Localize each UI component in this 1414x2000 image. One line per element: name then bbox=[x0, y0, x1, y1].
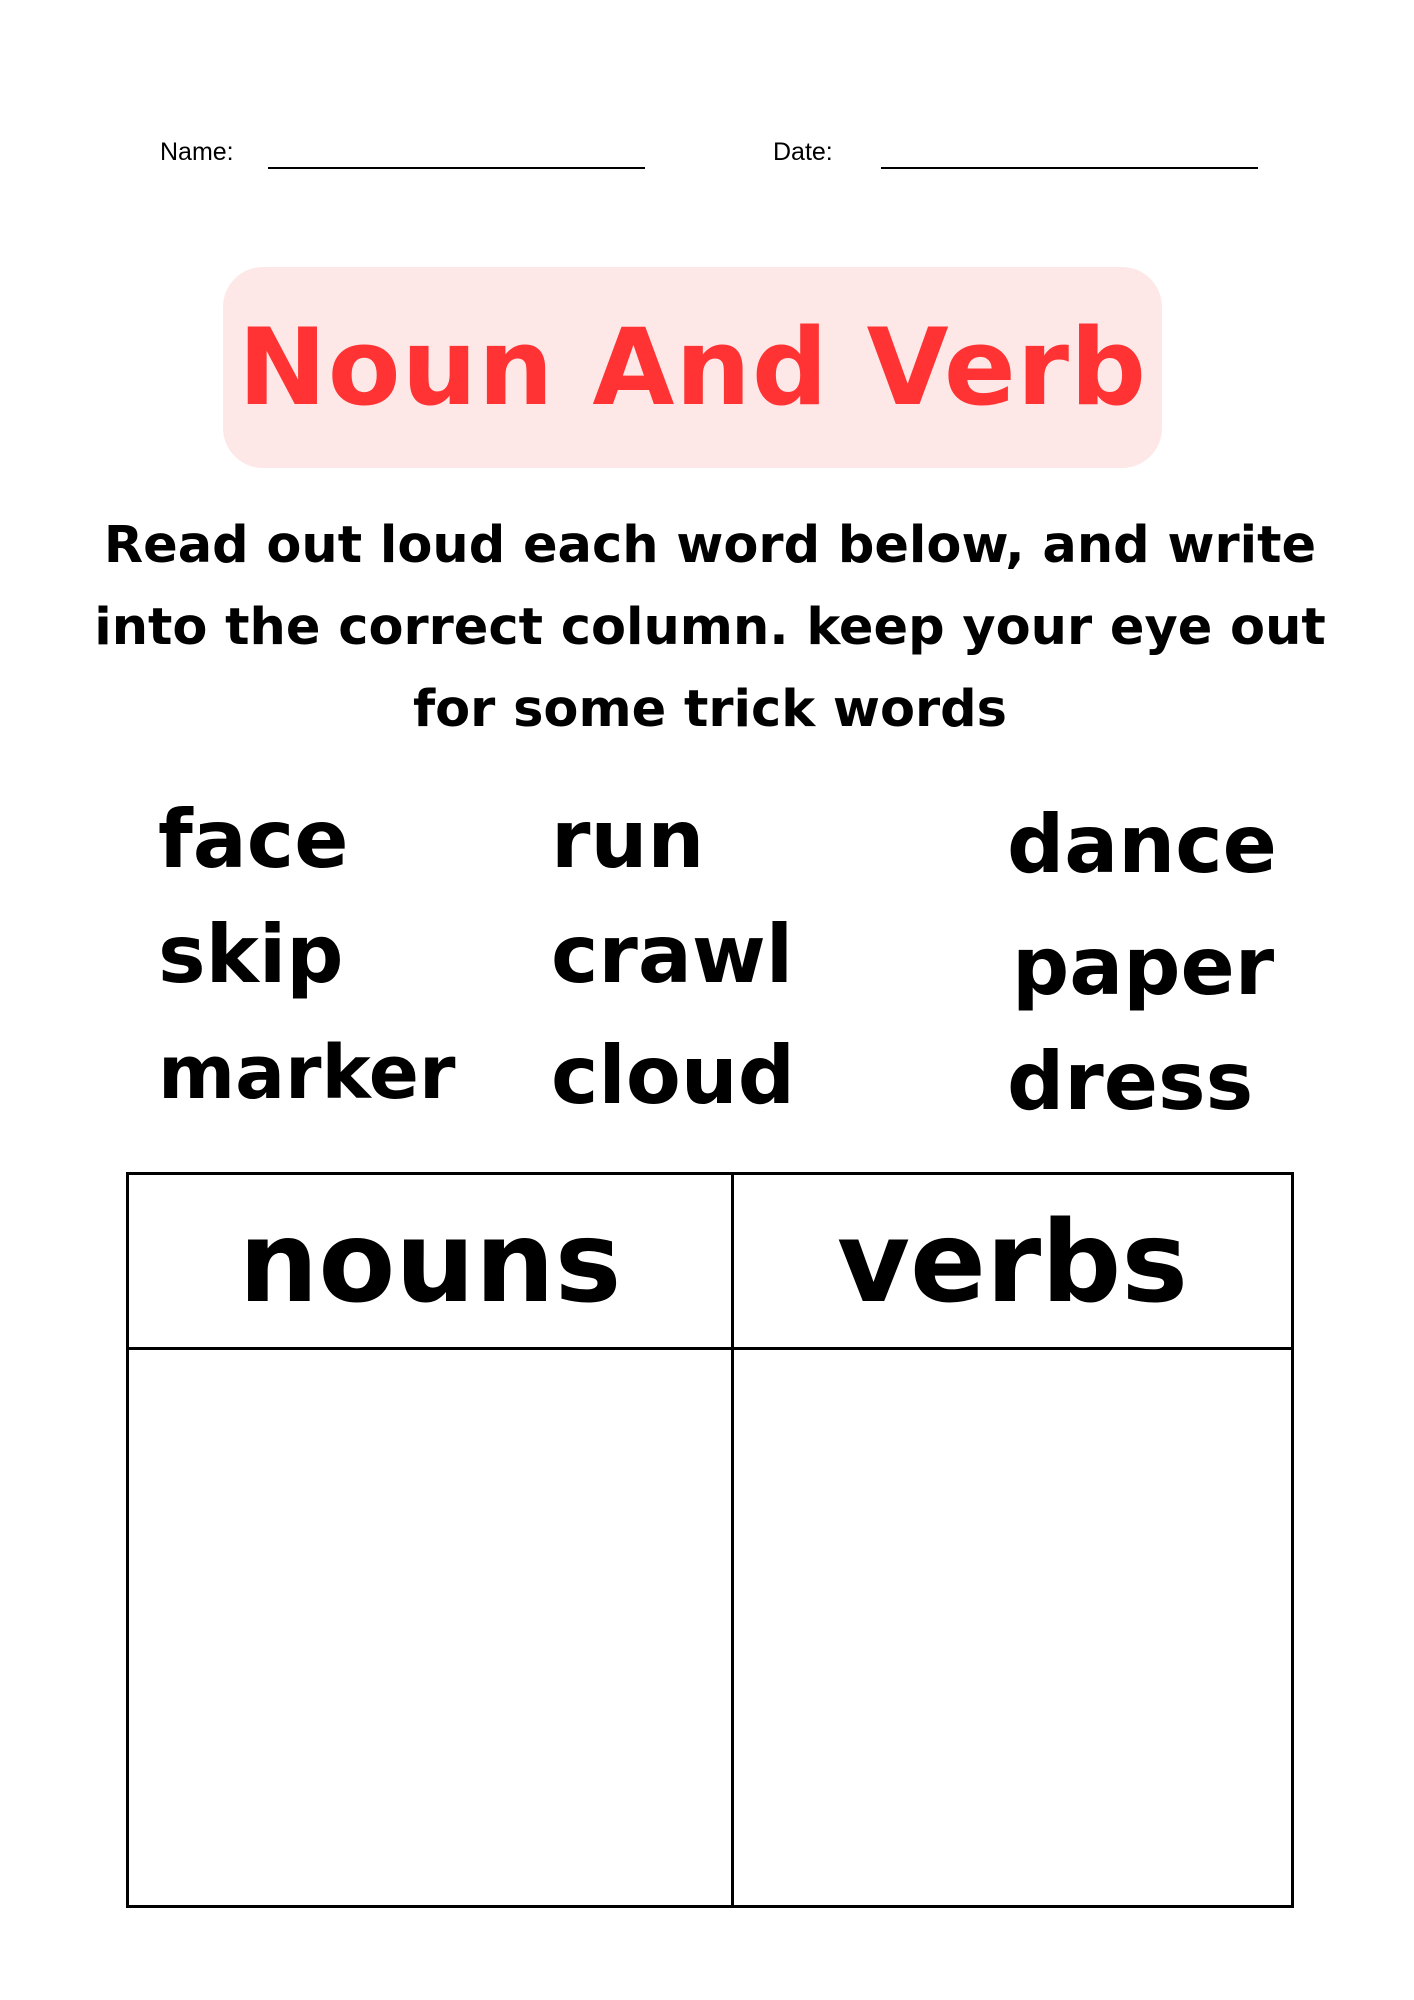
word-paper: paper bbox=[1012, 920, 1275, 1013]
worksheet-title: Noun And Verb bbox=[238, 306, 1147, 429]
name-label: Name: bbox=[160, 138, 234, 166]
instructions bbox=[60, 505, 1360, 751]
word-face: face bbox=[158, 793, 349, 886]
name-line[interactable] bbox=[268, 167, 645, 169]
instructions-line-1: Read out loud each word below, and write bbox=[103, 516, 1317, 575]
word-skip: skip bbox=[158, 908, 344, 1001]
word-dance: dance bbox=[1007, 798, 1277, 891]
word-dress: dress bbox=[1007, 1035, 1254, 1128]
nouns-header: nouns bbox=[238, 1197, 622, 1328]
instructions-line-3: for some trick words bbox=[412, 680, 1008, 739]
date-label: Date: bbox=[773, 138, 833, 166]
nouns-answer-cell[interactable] bbox=[129, 1350, 731, 1905]
word-run: run bbox=[551, 793, 705, 886]
word-cloud: cloud bbox=[551, 1029, 796, 1122]
instructions-line-2: into the correct column. keep your eye out bbox=[94, 598, 1326, 657]
verbs-answer-cell[interactable] bbox=[734, 1350, 1291, 1905]
date-line[interactable] bbox=[881, 167, 1258, 169]
verbs-header: verbs bbox=[836, 1197, 1189, 1328]
word-marker: marker bbox=[158, 1030, 456, 1116]
word-crawl: crawl bbox=[551, 908, 794, 1001]
